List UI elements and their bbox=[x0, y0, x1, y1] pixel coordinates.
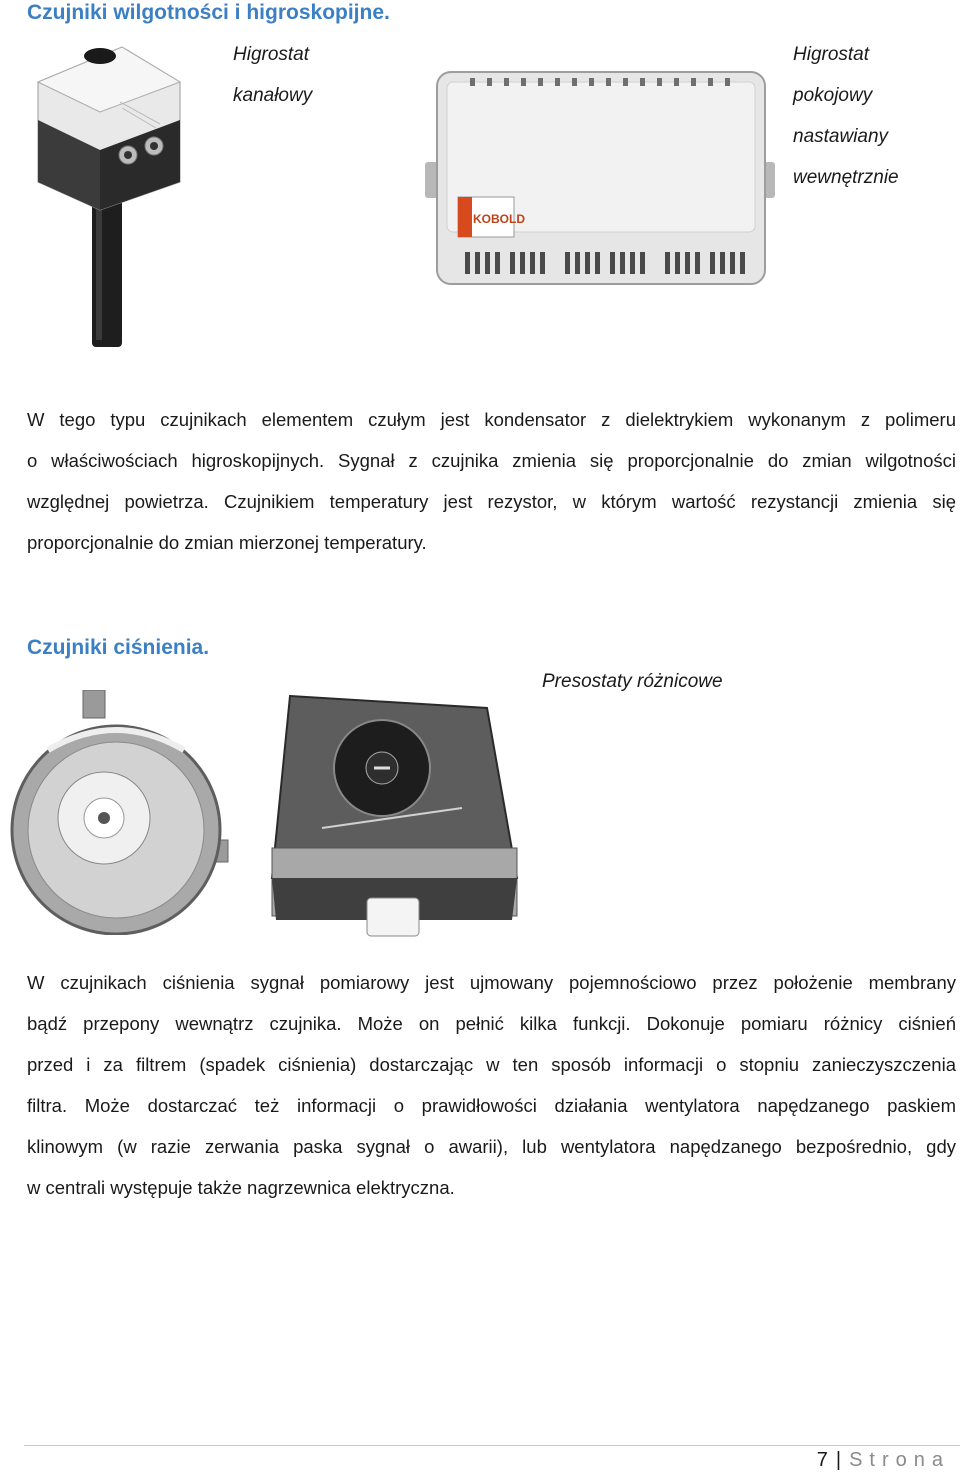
duct-hygrostat-image bbox=[30, 42, 190, 352]
page-label: Strona bbox=[849, 1449, 950, 1471]
caption-room-hygrostat bbox=[793, 34, 899, 198]
paragraph-line: W czujnikach ciśnienia sygnał pomiarowy jest ujmowany pojemnościowo przez położenie membrany bbox=[27, 972, 956, 993]
caption-line: kanałowy bbox=[233, 85, 313, 106]
caption-line: wewnętrznie bbox=[793, 167, 899, 188]
paragraph-line: o właściwościach higroskopijnych. Sygnał z czujnika zmienia się proporcjonalnie do zmian wilgotności bbox=[27, 450, 956, 471]
section-heading-pressure: Czujniki ciśnienia. bbox=[27, 636, 210, 659]
caption-line: pokojowy bbox=[793, 85, 873, 106]
paragraph-line: bądź przepony wewnątrz czujnika. Może on pełnić kilka funkcji. Dokonuje pomiaru różnicy ciśnień bbox=[27, 1013, 956, 1034]
paragraph-line: filtra. Może dostarczać też informacji o prawidłowości działania wentylatora napędzanego paskiem bbox=[27, 1095, 956, 1116]
paragraph-line: W tego typu czujnikach elementem czułym jest kondensator z dielektrykiem wykonanym z polimeru bbox=[27, 409, 956, 430]
room-hygrostat-image bbox=[425, 62, 775, 292]
caption-duct-hygrostat bbox=[233, 34, 312, 116]
paragraph-line: klinowym (w razie zerwania paska sygnał o awarii), lub wentylatora napędzanego bezpośrednio, gdy bbox=[27, 1136, 956, 1157]
paragraph-line: proporcjonalnie do zmian mierzonej temperatury. bbox=[27, 532, 427, 553]
paragraph-line: przed i za filtrem (spadek ciśnienia) dostarczając w ten sposób informacji o stopniu zanieczyszczenia bbox=[27, 1054, 956, 1075]
caption-line: nastawiany bbox=[793, 126, 889, 147]
footer-separator: | bbox=[835, 1449, 842, 1471]
footer-divider bbox=[24, 1445, 960, 1446]
caption-line: Higrostat bbox=[233, 44, 310, 65]
kobold-logo-text: KOBOLD bbox=[473, 212, 525, 226]
caption-differential-pressure-switches: Presostaty różnicowe bbox=[542, 671, 723, 692]
round-pressure-switch-image bbox=[8, 690, 233, 935]
pressure-paragraph bbox=[27, 962, 956, 1208]
section-heading-humidity: Czujniki wilgotności i higroskopijne. bbox=[27, 1, 390, 24]
caption-line: Higrostat bbox=[793, 44, 870, 65]
page-number: 7 bbox=[816, 1449, 828, 1471]
page-footer bbox=[817, 1449, 950, 1472]
box-pressure-switch-image bbox=[262, 688, 524, 943]
paragraph-line: w centrali występuje także nagrzewnica elektryczna. bbox=[27, 1177, 455, 1198]
humidity-paragraph bbox=[27, 399, 956, 563]
paragraph-line: względnej powietrza. Czujnikiem temperatury jest rezystor, w którym wartość rezystancji zmienia się bbox=[27, 491, 956, 512]
